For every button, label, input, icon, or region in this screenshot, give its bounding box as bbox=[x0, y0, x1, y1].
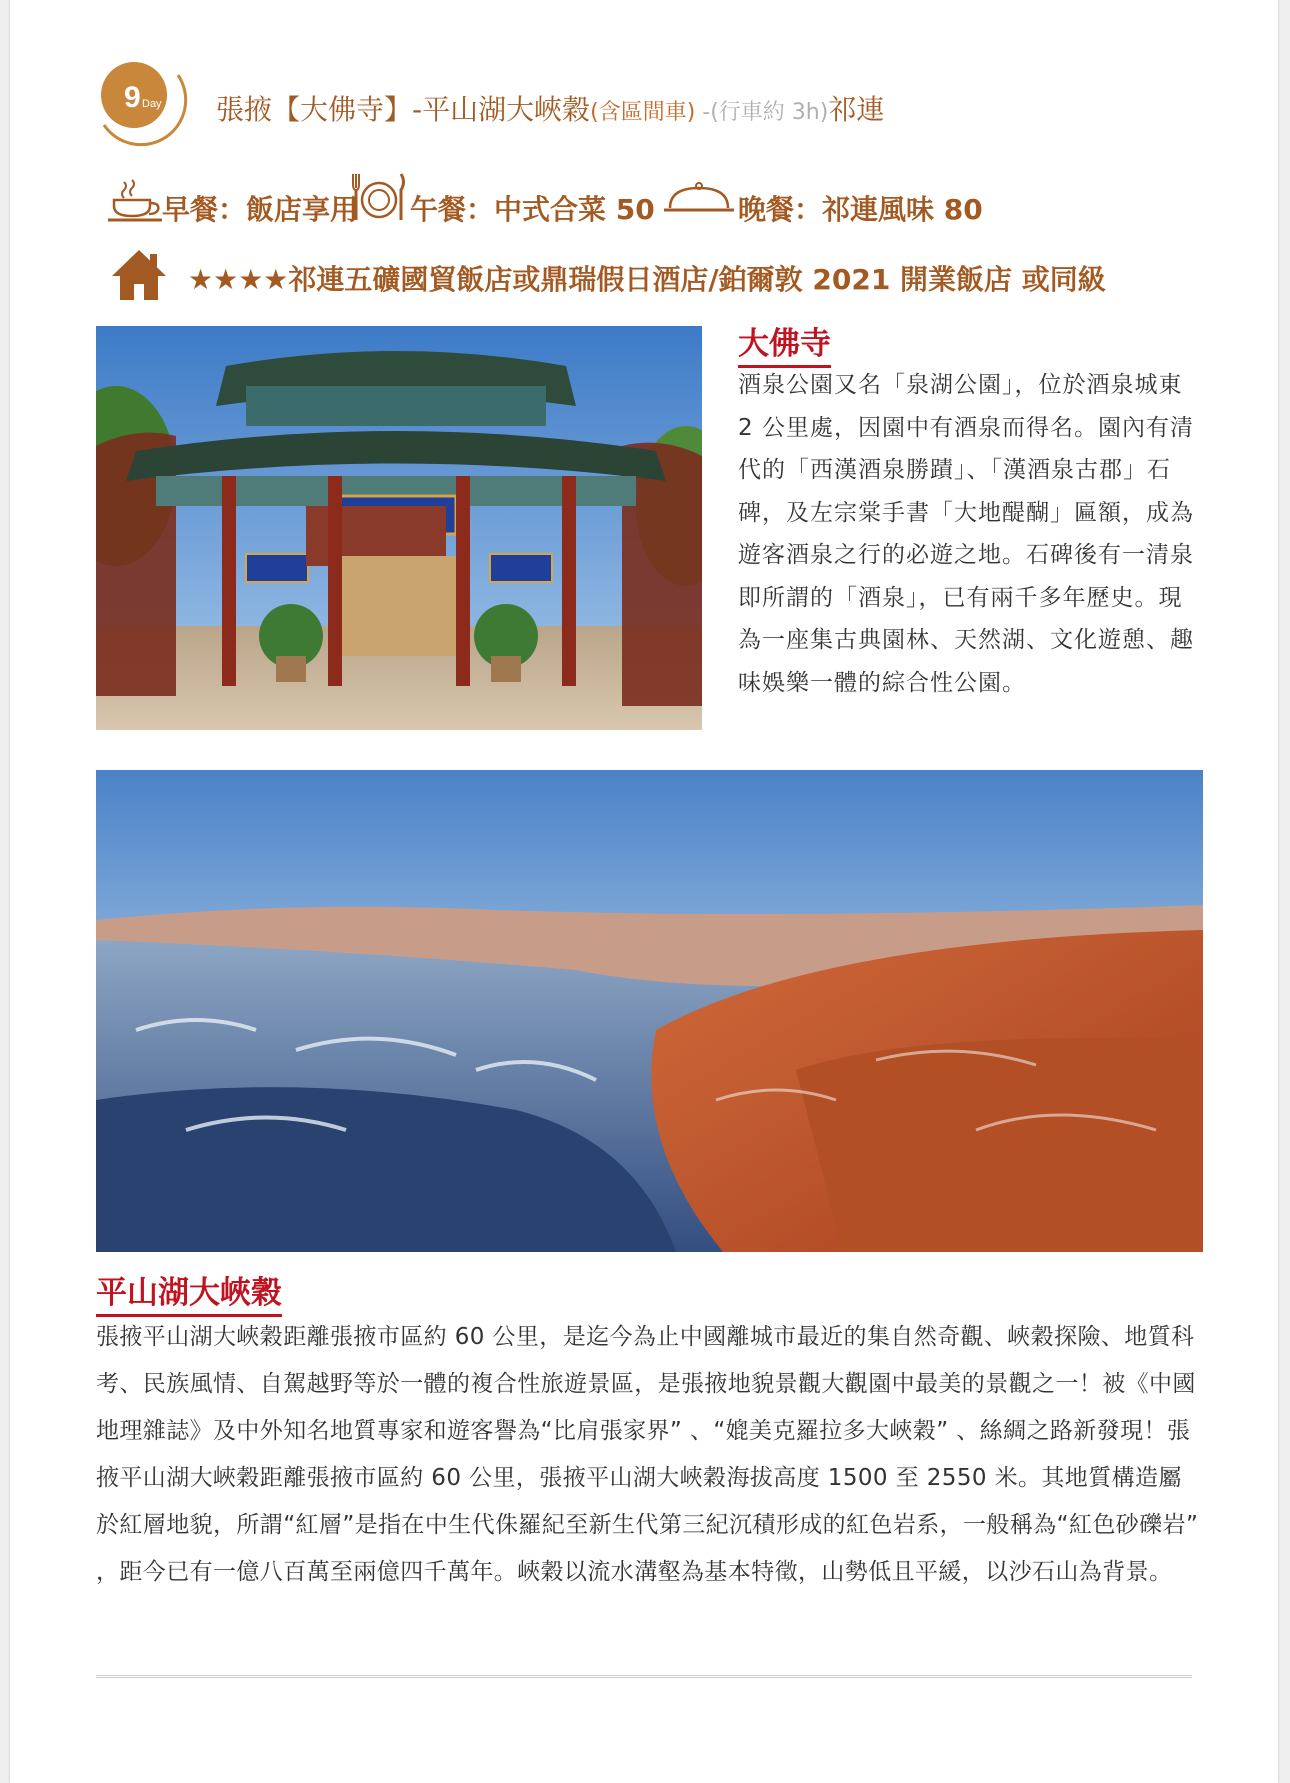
day-title-shuttle: (含區間車) bbox=[590, 100, 696, 125]
hotel-text: ★★★★祁連五礦國貿飯店或鼎瑞假日酒店/鉑爾敦 2021 開業飯店 或同級 bbox=[188, 263, 1106, 296]
section-canyon-body: 張掖平山湖大峽穀距離張掖市區約 60 公里，是迄今為止中國離城市最近的集自然奇觀、峽穀探險、地質科考、民族風情、自駕越野等於一體的複合性旅遊景區，是張掖地貌景觀大觀園中最美的景觀之一！被《中國地理雜誌》及中外知名地質專家和遊客譽為“比肩張家界” 、“媲美克羅拉多大峽穀” 、絲綢之路新發現！張掖平山湖大峽穀距離張掖市區約 60 公里，張掖平山湖大峽穀海拔高度 1500 至 2550 米。其地質構造屬於紅層地貌，所謂“紅層”是指在中生代侏羅紀至新生代第三紀沉積形成的紅色岩系，一般稱為“紅色砂礫岩” ，距今已有一億八百萬至兩億四千萬年。峽穀以流水溝壑為基本特徵，山勢低且平緩，以沙石山為背景。 bbox=[96, 1324, 1199, 1585]
day-number: 9 bbox=[124, 81, 141, 114]
meals-row bbox=[106, 168, 1206, 228]
day-badge-icon bbox=[94, 55, 190, 151]
hotel-row bbox=[106, 246, 1206, 306]
day-header bbox=[94, 55, 1194, 151]
dafo-temple-photo bbox=[96, 326, 702, 730]
breakfast-text: 早餐：飯店享用 bbox=[162, 193, 359, 226]
lunch-plate-icon bbox=[350, 168, 408, 226]
section-dafo-title: 大佛寺 bbox=[738, 318, 831, 368]
pingshanhu-canyon-photo bbox=[96, 770, 1203, 1252]
day-title-drive: -(行車約 3h) bbox=[695, 100, 829, 125]
section-canyon-title: 平山湖大峽穀 bbox=[96, 1267, 282, 1317]
itinerary-page bbox=[10, 0, 1278, 1783]
lunch-text: 午餐：中式合菜 50 bbox=[410, 193, 655, 226]
day-title-destination: 祁連 bbox=[828, 93, 885, 126]
breakfast-cup-icon bbox=[106, 178, 166, 226]
section-dafo-body: 酒泉公園又名「泉湖公園」，位於酒泉城東 2 公里處，因園中有酒泉而得名。園內有清代的「西漢酒泉勝蹟」、「漢酒泉古郡」石碑，及左宗棠手書「大地醍醐」匾額，成為遊客酒泉之行的必遊之地。石碑後有一清泉即所謂的「酒泉」，已有兩千多年歷史。現為一座集古典園林、天然湖、文化遊憩、趣味娛樂一體的綜合性公園。 bbox=[738, 372, 1194, 696]
dinner-text: 晚餐：祁連風味 80 bbox=[738, 193, 983, 226]
page-divider bbox=[96, 1675, 1192, 1678]
house-icon bbox=[110, 246, 168, 302]
day-title-route: 張掖【大佛寺】-平山湖大峽穀 bbox=[216, 93, 591, 126]
dinner-cloche-icon bbox=[662, 180, 736, 216]
day-label: Day bbox=[142, 98, 162, 110]
day-title bbox=[216, 88, 884, 128]
